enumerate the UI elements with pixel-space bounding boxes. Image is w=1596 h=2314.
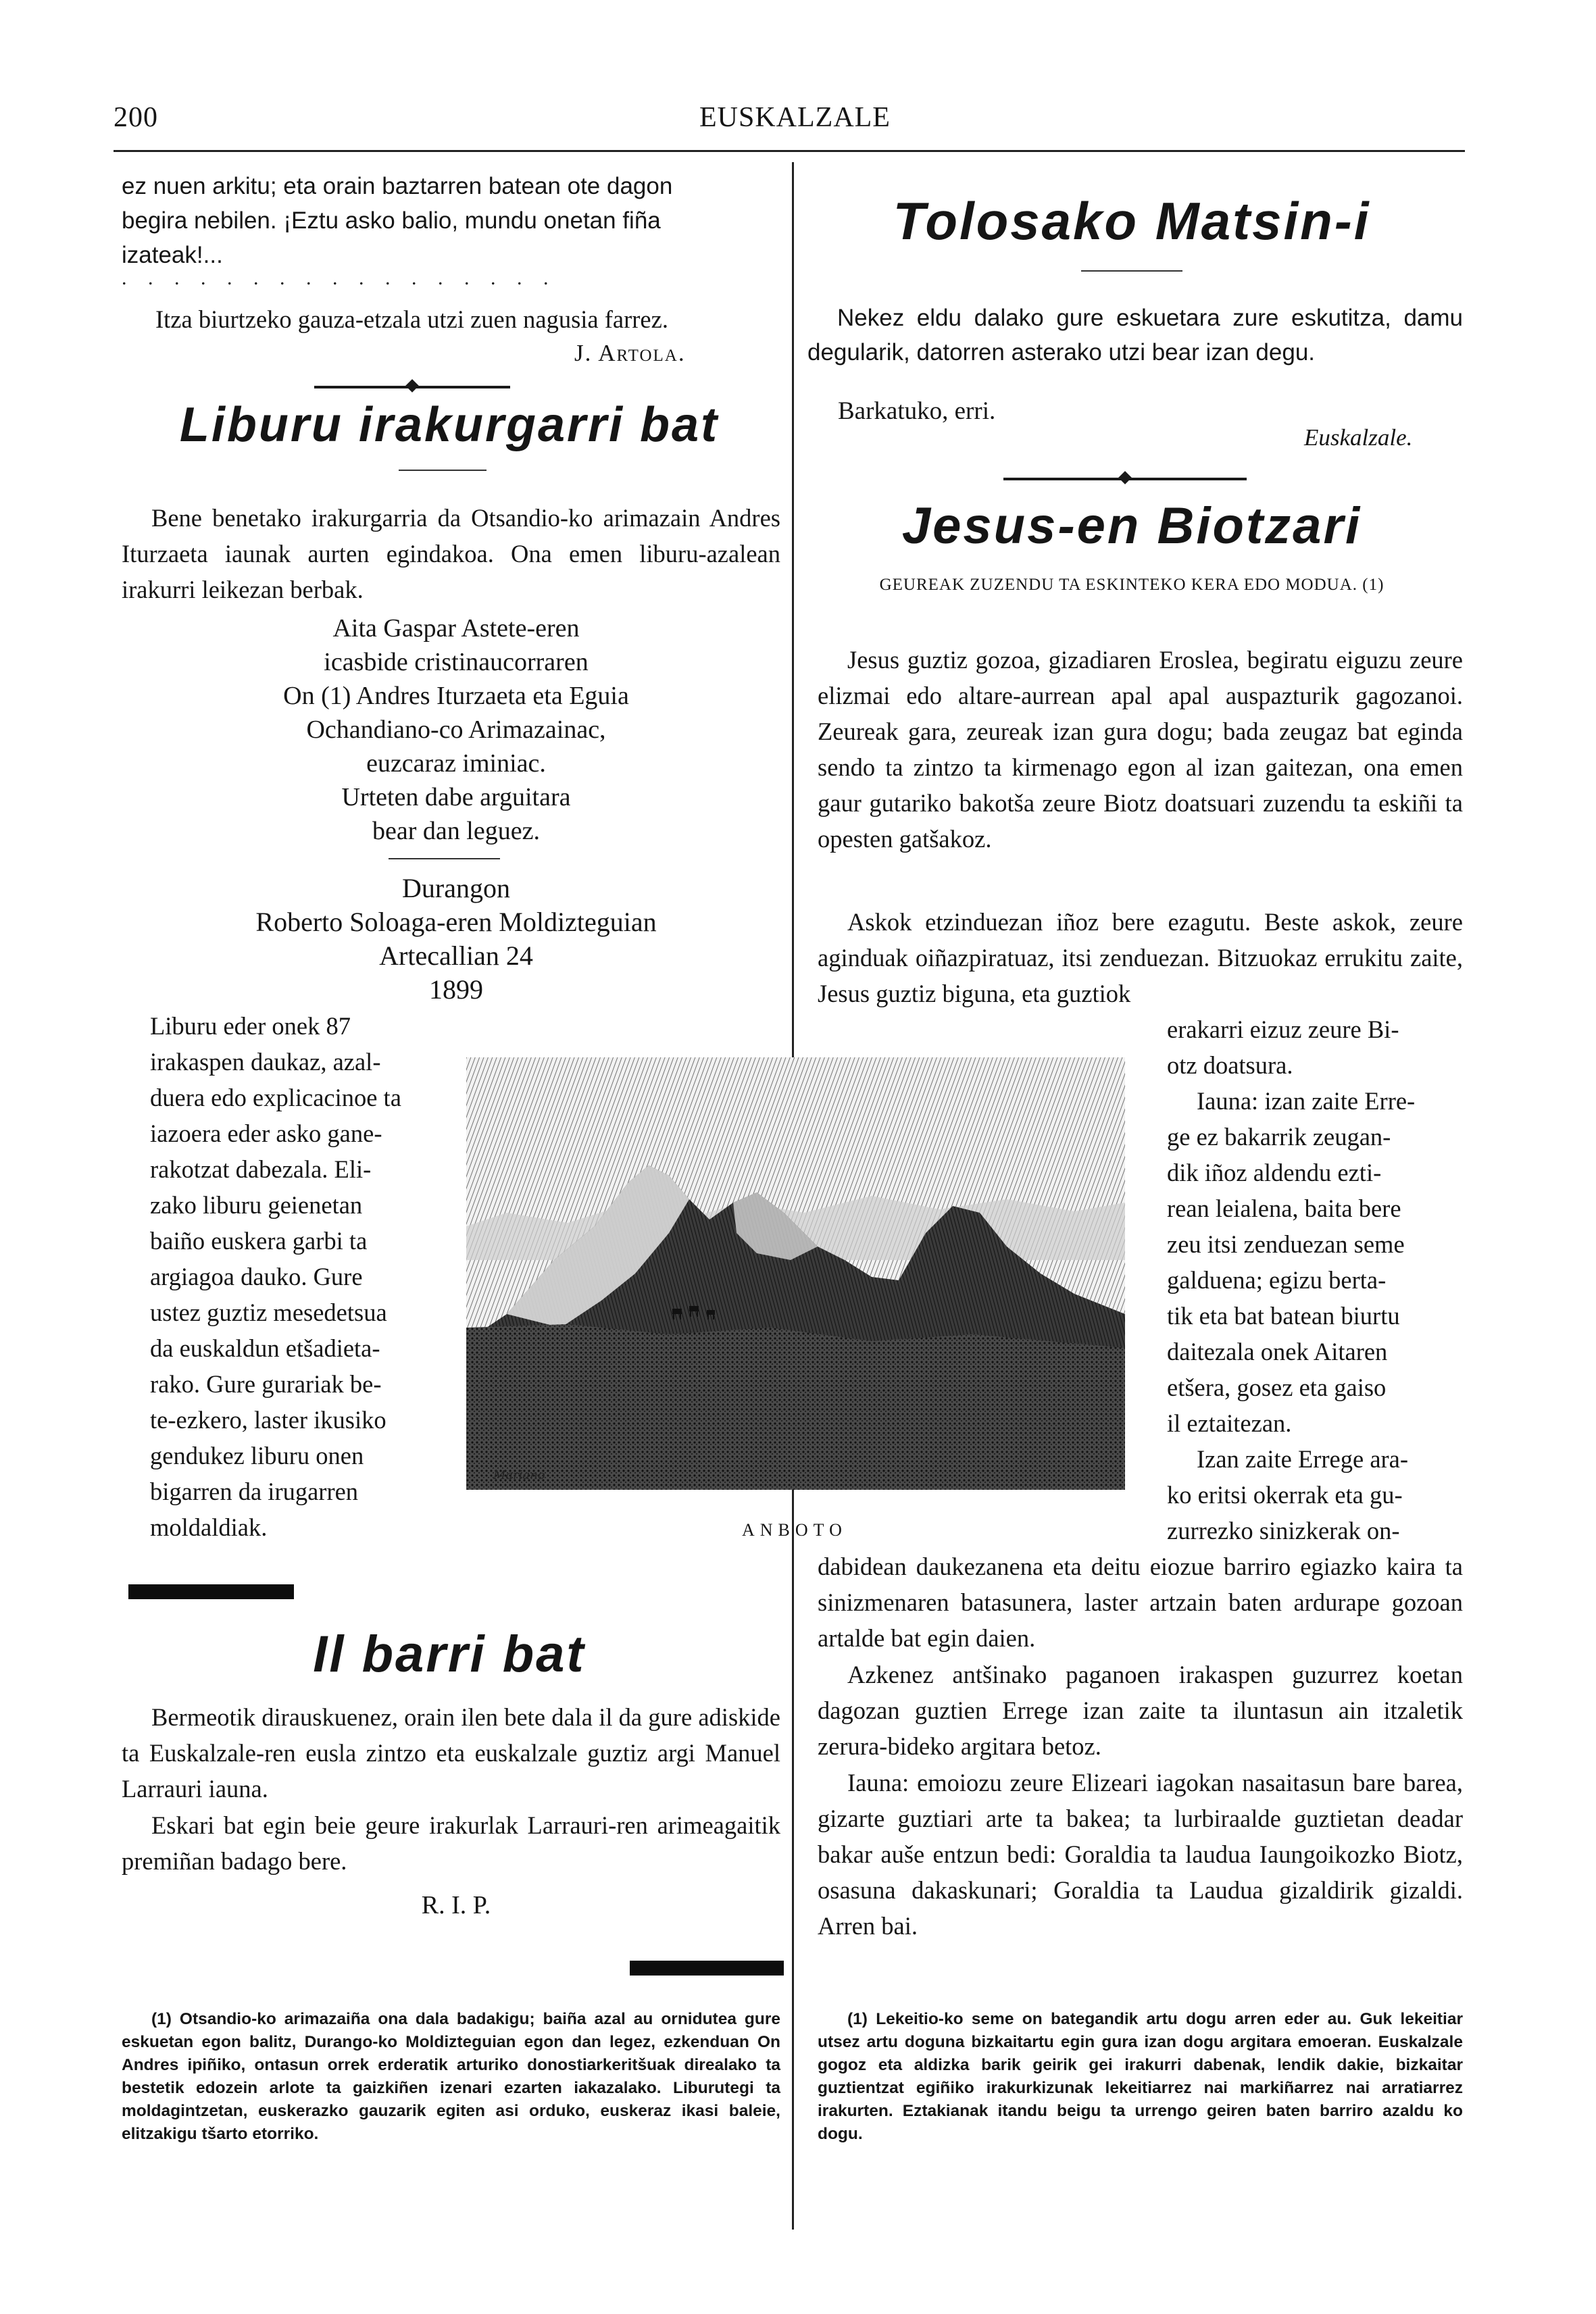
intro-paragraph (122, 169, 780, 272)
review-line: argiagoa dauko. Gure (150, 1263, 363, 1290)
review-line: duera edo explicacinoe ta (150, 1084, 401, 1111)
review-line: da euskaldun etšadieta- (150, 1334, 380, 1362)
review-line: iazoera eder asko gane- (150, 1120, 382, 1147)
review-line: Liburu eder onek 87 (150, 1012, 351, 1040)
black-bar-ornament (630, 1961, 784, 1976)
closing-line: Itza biurtzeko gauza-etzala utzi zuen nagusia farrez. (155, 305, 668, 333)
wrapped-line: zeu itsi zenduezan seme (1167, 1230, 1405, 1258)
foreground-meadow (466, 1324, 1125, 1490)
header-rule (114, 150, 1465, 152)
review-line: bigarren da irugarren (150, 1478, 359, 1505)
wrapped-line: erakarri eizuz zeure Bi- (1167, 1015, 1399, 1043)
news-heading: Il barri bat (313, 1626, 586, 1683)
intro-line: begira nebilen. ¡Eztu asko balio, mundu onetan fiña (122, 207, 661, 234)
wrapped-line: otz doatsura. (1167, 1051, 1293, 1079)
review-line: baiño euskera garbi ta (150, 1227, 368, 1255)
review-line: moldaldiak. (150, 1513, 268, 1541)
wrapped-line: il eztaitezan. (1167, 1409, 1292, 1437)
footnote-left: (1) Otsandio-ko arimazaiña ona dala badakigu; baiña azal au ornidutea gure eskuetan egon balitz, Durango-ko Moldizteguian egon dan legez, ezkenduan On Andres ipiñiko, ontasun orrek erderatik arturiko donostiarkeritšuak direalako ta bestetik edozein arlote ta gaizkiñen izenari ezarten iakazalako. Liburutegi ta moldagintzetan, euskerazko gauzarik egiten asi orduko, euskeraz ikasi baleie, elitzakigu tšarto etorriko. (122, 2010, 780, 2143)
book-heading: Liburu irakurgarri bat (179, 398, 720, 452)
mountain-engraving (466, 1057, 1125, 1490)
wrapped-line: galduena; egizu berta- (1167, 1266, 1387, 1294)
wrapped-line: dik iñoz aldendu ezti- (1167, 1159, 1382, 1186)
title-page-rule (389, 858, 500, 859)
black-bar-ornament (128, 1584, 294, 1599)
wrapped-line: ge ez bakarrik zeugan- (1167, 1123, 1391, 1151)
running-title: EUSKALZALE (699, 102, 891, 133)
title-line: Urteten dabe arguitara (341, 783, 571, 811)
review-line: irakaspen daukaz, azal- (150, 1048, 381, 1076)
rip-signature: R. I. P. (421, 1891, 491, 1919)
footnote-right: (1) Lekeitio-ko seme on bategandik artu dogu arren eder au. Guk lekeitiar utsez artu doguna bizkaitartu egin gura izan dogu argitara emoeran. Euskalzale gogoz eta aldizka barik geirik gei irakurri dabenak, lendik dakie, bizkaitar guztientzat egiñiko irakurkizunak lekeitiarrez nai markiñarrez nai arratiarrez irakurten. Eztakianak itandu beigu ta urrengo geiren baten barriro azaldu ko dogu. (818, 2010, 1463, 2143)
jesus-paragraph: dabidean daukezanena eta deitu eiozue barriro egiazko kaira ta sinizmenaren batasunera, laster artzain baten ardurape gozoan artalde bat egin daien. (818, 1553, 1463, 1652)
imprint-line: Roberto Soloaga-eren Moldizteguian (255, 907, 657, 937)
wrapped-line: tik eta bat batean biurtu (1167, 1302, 1400, 1330)
anboto-illustration (466, 1057, 1125, 1490)
wrapped-line: daitezala onek Aitaren (1167, 1338, 1388, 1365)
tolosa-signature: Euskalzale. (1304, 424, 1413, 451)
title-line: Aita Gaspar Astete-eren (332, 614, 580, 643)
jesus-paragraph: Askok etzinduezan iñoz bere ezagutu. Beste askok, zeure aginduak oiñazpiratuaz, itsi zenduezan. Bitzuokaz errukitu zaite, Jesus guztiz biguna, eta guztiok (818, 908, 1463, 1007)
imprint-line: Durangon (402, 873, 510, 903)
title-line: bear dan leguez. (372, 817, 540, 845)
illustration-caption: ANBOTO (742, 1520, 847, 1540)
page-number: 200 (114, 102, 158, 133)
jesus-heading: Jesus-en Biotzari (901, 497, 1362, 555)
jesus-paragraph: Iauna: emoiozu zeure Elizeari iagokan nasaitasun bare barea, gizarte guztiari arte ta bakea; ta lurbiraalde guztietan deadar bakar auše entzun bedi: Goraldia ta laudua Iaungoikozko Biotz, osasuna dakaskunari; Goraldia ta Laudua gizaldirik gizaldi. Arren bai. (818, 1769, 1463, 1940)
review-line: ustez guztiz mesedetsua (150, 1299, 387, 1326)
wrapped-line: zurrezko sinizkerak on- (1167, 1517, 1400, 1544)
tolosa-body: Nekez eldu dalako gure eskuetara zure eskutitza, damu degularik, datorren asterako utzi bear izan degu. (807, 305, 1463, 366)
title-line: euzcaraz iminiac. (366, 749, 546, 778)
wrapped-line: ko eritsi okerrak eta gu- (1167, 1481, 1403, 1509)
imprint-line: Artecallian 24 (379, 940, 533, 971)
review-line: rako. Gure gurariak be- (150, 1370, 382, 1398)
ellipsis-dots: . . . . . . . . . . . . . . . . . (122, 267, 557, 289)
book-title-page (122, 611, 791, 848)
signature-artola: J. Artola. (574, 340, 686, 366)
wrapped-line: etšera, gosez eta gaiso (1167, 1374, 1387, 1401)
wrapped-line: Iauna: izan zaite Erre- (1197, 1087, 1416, 1115)
title-line: Ochandiano-co Arimazainac, (306, 715, 606, 744)
heading-underline (1081, 270, 1182, 272)
section-ornament (1003, 478, 1247, 480)
book-imprint (122, 872, 791, 1007)
review-line: te-ezkero, laster ikusiko (150, 1406, 386, 1434)
jesus-paragraph: Azkenez antšinako paganoen irakaspen guzurrez koetan dagozan guztien Errege izan zaite ta iluntasun ain itzaletik zerura-bideko argitara betoz. (818, 1661, 1463, 1760)
wrapped-line: Izan zaite Errege ara- (1197, 1445, 1409, 1473)
book-intro: Bene benetako irakurgarria da Otsandio-ko arimazain Andres Iturzaeta iaunak aurten egindakoa. Ona emen liburu-azalean irakurri leikezan berbak. (122, 504, 780, 603)
review-line: zako liburu geienetan (150, 1191, 363, 1219)
section-ornament (314, 386, 510, 388)
artist-signature: Mariano (493, 1468, 545, 1482)
review-line: gendukez liburu onen (150, 1442, 364, 1469)
jesus-subtitle: GEUREAK ZUZENDU TA ESKINTEKO KERA EDO MODUA. (1) (879, 576, 1385, 594)
intro-line: ez nuen arkitu; eta orain baztarren batean ote dagon (122, 173, 673, 199)
intro-line: izateak!... (122, 242, 223, 268)
imprint-line: 1899 (429, 974, 483, 1005)
news-paragraph: Bermeotik dirauskuenez, orain ilen bete dala il da gure adiskide ta Euskalzale-ren eusla zintzo eta euskalzale guztiz argi Manuel Larrauri iauna. (122, 1703, 780, 1803)
jesus-paragraph: Jesus guztiz gozoa, gizadiaren Eroslea, begiratu eiguzu zeure elizmai edo altare-aurrean apal apal auspazturik gagozanoi. Zeureak gara, zeureak izan gura dogu; bada zeugaz bat eginda sendo ta zintzo ta kirmenago egon al izan gaitezan, ona emen gaur gutariko bakotša zeure Biotz doatsuari zuzendu ta eskiñi ta opesten gatšakoz. (818, 646, 1463, 853)
news-paragraph: Eskari bat egin beie geure irakurlak Larrauri-ren arimeagaitik premiñan badago bere. (122, 1811, 780, 1875)
heading-underline (399, 470, 487, 471)
title-line: icasbide cristinaucorraren (324, 648, 589, 676)
tolosa-heading: Tolosako Matsin-i (893, 191, 1371, 251)
tolosa-thanks: Barkatuko, erri. (838, 397, 996, 425)
wrapped-line: rean leialena, baita bere (1167, 1194, 1401, 1222)
title-line: On (1) Andres Iturzaeta eta Eguia (283, 682, 629, 710)
review-line: rakotzat dabezala. Eli- (150, 1155, 372, 1183)
